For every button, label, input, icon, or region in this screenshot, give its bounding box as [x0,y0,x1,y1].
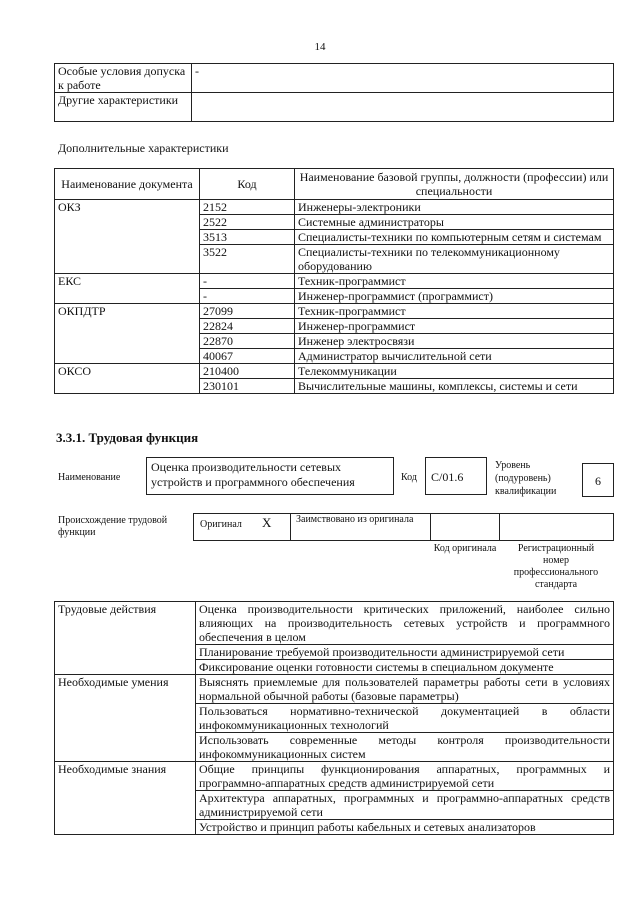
code-cell: 40067 [200,349,295,364]
origin-divider [290,513,291,541]
document-cell: ОКСО [55,364,200,394]
detail-item: Планирование требуемой производительности администрируемой сети [196,645,614,660]
table-row [55,602,614,645]
condition-value: - [192,64,614,93]
document-cell: ЕКС [55,274,200,304]
borrowed-label: Заимствовано из оригинала [296,514,414,525]
table-row [55,304,614,319]
table-row [55,762,614,791]
origin-label: Происхождение трудовой функции [58,515,168,538]
original-mark: X [262,515,272,530]
column-header: Наименование документа [55,169,200,200]
code-cell: 230101 [200,379,295,394]
document-cell: ОКЗ [55,200,200,274]
column-header: Код [200,169,295,200]
name-cell: Техник-программист [295,274,614,289]
code-cell: 210400 [200,364,295,379]
name-cell: Администратор вычислительной сети [295,349,614,364]
code-label: Код [401,472,417,483]
function-details-table [54,601,614,835]
name-cell: Инженер-программист (программист) [295,289,614,304]
detail-item: Устройство и принцип работы кабельных и сетевых анализаторов [196,820,614,835]
level-label: Уровень (подуровень) квалификации [495,460,557,497]
detail-label: Необходимые умения [55,675,196,762]
code-cell: 3513 [200,230,295,245]
name-cell: Системные администраторы [295,215,614,230]
function-heading: 3.3.1. Трудовая функция [56,430,199,445]
level-value: 6 [595,474,601,488]
name-cell: Телекоммуникации [295,364,614,379]
code-cell: - [200,289,295,304]
name-cell: Вычислительные машины, комплексы, системы и сети [295,379,614,394]
detail-item: Использовать современные методы контроля производительности инфокоммуникационных систем [196,733,614,762]
detail-item: Оценка производительности критических приложений, наиболее сильно влияющих на производительность сетевых устройств и программного обеспечения в целом [196,602,614,645]
detail-label: Трудовые действия [55,602,196,675]
code-cell: 27099 [200,304,295,319]
detail-label: Необходимые знания [55,762,196,835]
name-label: Наименование [58,472,121,483]
code-cell: 22870 [200,334,295,349]
document-cell: ОКПДТР [55,304,200,364]
reg-number-label: Регистрационный номер профессионального стандарта [513,543,599,590]
function-name-box [146,457,394,495]
origin-divider [430,513,431,541]
additional-characteristics-title: Дополнительные характеристики [58,141,229,155]
detail-item: Фиксирование оценки готовности системы в специальном документе [196,660,614,675]
code-value: C/01.6 [431,470,464,484]
origin-code-label: Код оригинала [433,543,497,554]
function-name-value: Оценка производительности сетевых устройств и программного обеспечения [151,460,355,489]
name-cell: Инженер электросвязи [295,334,614,349]
name-cell: Инженеры-электроники [295,200,614,215]
name-cell: Инженер-программист [295,319,614,334]
additional-characteristics-table [54,168,614,394]
original-label: Оригинал [200,519,242,530]
table-row [55,364,614,379]
column-header: Наименование базовой группы, должности (профессии) или специальности [295,169,614,200]
detail-item: Архитектура аппаратных, программных и программно-аппаратных средств администрируемой сети [196,791,614,820]
detail-item: Общие принципы функционирования аппаратных, программных и программно-аппаратных средств администрируемой сети [196,762,614,791]
code-cell: - [200,274,295,289]
table-row [55,274,614,289]
name-cell: Техник-программист [295,304,614,319]
code-box [425,457,487,495]
level-box [582,463,614,497]
code-cell: 2152 [200,200,295,215]
code-cell: 2522 [200,215,295,230]
table-row [55,64,614,93]
detail-item: Пользоваться нормативно-технической документацией в области инфокоммуникационных технологий [196,704,614,733]
name-cell: Специалисты-техники по телекоммуникационному оборудованию [295,245,614,274]
code-cell: 3522 [200,245,295,274]
table-row [55,675,614,704]
name-cell: Специалисты-техники по компьютерным сетям и системам [295,230,614,245]
conditions-table [54,63,614,122]
condition-label: Другие характеристики [55,93,192,122]
origin-divider [499,513,500,541]
table-row [55,200,614,215]
detail-item: Выяснять приемлемые для пользователей параметры работы сети в условиях нормальной обычной работы (базовые параметры) [196,675,614,704]
condition-value [192,93,614,122]
page-number: 14 [314,41,326,53]
code-cell: 22824 [200,319,295,334]
table-header-row [55,169,614,200]
table-row [55,93,614,122]
condition-label: Особые условия допуска к работе [55,64,192,93]
